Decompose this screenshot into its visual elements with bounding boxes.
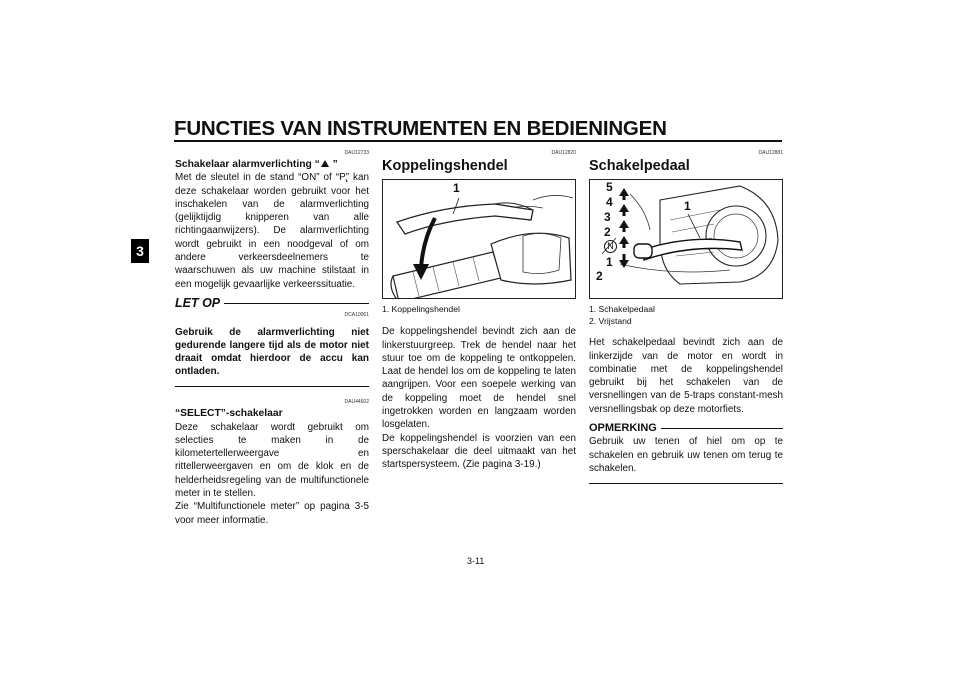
section-code: DAU12881 (758, 150, 783, 156)
figure-caption: 1. Koppelingshendel (382, 304, 460, 315)
gear-1-label: 1 (606, 255, 613, 270)
figure-caption-2: 2. Vrijstand (589, 316, 632, 327)
clutch-paragraph: De koppelingshendel bevindt zich aan de linkerstuurgreep. Trek de hendel naar het stuur toe om de koppeling te ontkoppelen. Laat de hendel los om de koppeling te laten aangrijpen. Voor een soepele werking van de koppeling moet de hendel snel ingetrokken worden en langzaam worden losgelaten. (382, 326, 576, 431)
shift-pedal-paragraph: Het schakelpedaal bevindt zich aan de linkerzijde van de motor en wordt in combinatie met de koppelingshendel gebruikt bij het schakelen van de versnellingen van de 5-traps constant-mesh versnellingsbak op deze motorfiets. (589, 337, 783, 415)
clutch-lever-illustration (383, 180, 576, 299)
figure-caption-1: 1. Schakelpedaal (589, 304, 655, 315)
shift-pedal-heading: Schakelpedaal (589, 158, 690, 174)
column-shift-pedal (589, 150, 783, 484)
note-end-rule (589, 483, 783, 484)
note-rule (661, 428, 783, 429)
gear-2-label: 2 (604, 225, 611, 240)
hazard-paragraph (175, 171, 369, 291)
gear-neutral-label: N (604, 240, 617, 253)
caution-label: LET OP (175, 297, 224, 310)
note-label: OPMERKING (589, 422, 657, 435)
gear-3-label: 3 (604, 210, 611, 225)
gear-5-label: 5 (606, 180, 613, 195)
paragraph-text: Met de sleutel in de stand “ON” of “ (175, 172, 340, 184)
callout-1: 1 (684, 199, 691, 214)
clutch-lever-diagram (382, 179, 576, 299)
clutch-lever-heading: Koppelingshendel (382, 158, 508, 174)
chapter-tab: 3 (131, 239, 149, 263)
section-code: DAU44602 (344, 399, 369, 406)
section-code: DAU12733 (344, 150, 369, 156)
column-hazard-select (175, 150, 369, 527)
note-text: Gebruik uw tenen of hiel om op te schakelen en gebruik uw tenen om terug te schakelen. (589, 436, 783, 474)
hazard-triangle-icon (321, 160, 329, 167)
shift-pedal-diagram (589, 179, 783, 299)
callout-1: 1 (453, 181, 460, 196)
heading-text-end: ” (329, 159, 338, 170)
page-title: FUNCTIES VAN INSTRUMENTEN EN BEDIENINGEN (174, 117, 667, 140)
caution-rule (224, 303, 369, 304)
select-switch-heading: “SELECT”-schakelaar (175, 408, 283, 420)
select-paragraph: Deze schakelaar wordt gebruikt om selecties te maken in de kilometertellerweergave en rittellerweergaven en om de klok en de helderheidsregeling van de multifunctionele meter in te stellen. (175, 421, 369, 500)
column-clutch-lever (382, 150, 576, 472)
parking-p-icon: P̢ (339, 172, 346, 184)
caution-end-rule (175, 386, 369, 387)
caution-code: DCA10061 (344, 312, 369, 319)
clutch-interlock-paragraph: De koppelingshendel is voorzien van een sperschakelaar die deel uitmaakt van het startspersysteem. (Zie pagina 3-19.) (382, 432, 576, 471)
callout-2: 2 (596, 269, 603, 284)
paragraph-text-cont: ” kan deze schakelaar worden gebruikt voor het inschakelen van de alarmverlichting (gelijktijdig knipperen van alle richtingaanwijzers). De alarmverlichting wordt gebruikt in een noodgeval of om andere verkeersdeelnemers te waarschuwen als uw machine stilstaat in een mogelijk gevaarlijke verkeerssituatie. (175, 172, 369, 290)
page-number: 3-11 (467, 556, 485, 566)
note-header (589, 422, 783, 435)
hazard-switch-heading (175, 158, 369, 171)
heading-text: Schakelaar alarmverlichting “ (175, 159, 320, 170)
title-rule (174, 140, 782, 142)
section-code: DAU12820 (551, 150, 576, 156)
caution-text: Gebruik de alarmverlichting niet gedurende langere tijd als de motor niet draait omdat hierdoor de accu kan ontladen. (175, 327, 369, 378)
select-reference: Zie “Multifunctionele meter” op pagina 3-5 voor meer informatie. (175, 501, 369, 526)
caution-header (175, 297, 369, 310)
gear-4-label: 4 (606, 195, 613, 210)
shift-pedal-illustration (590, 180, 783, 299)
